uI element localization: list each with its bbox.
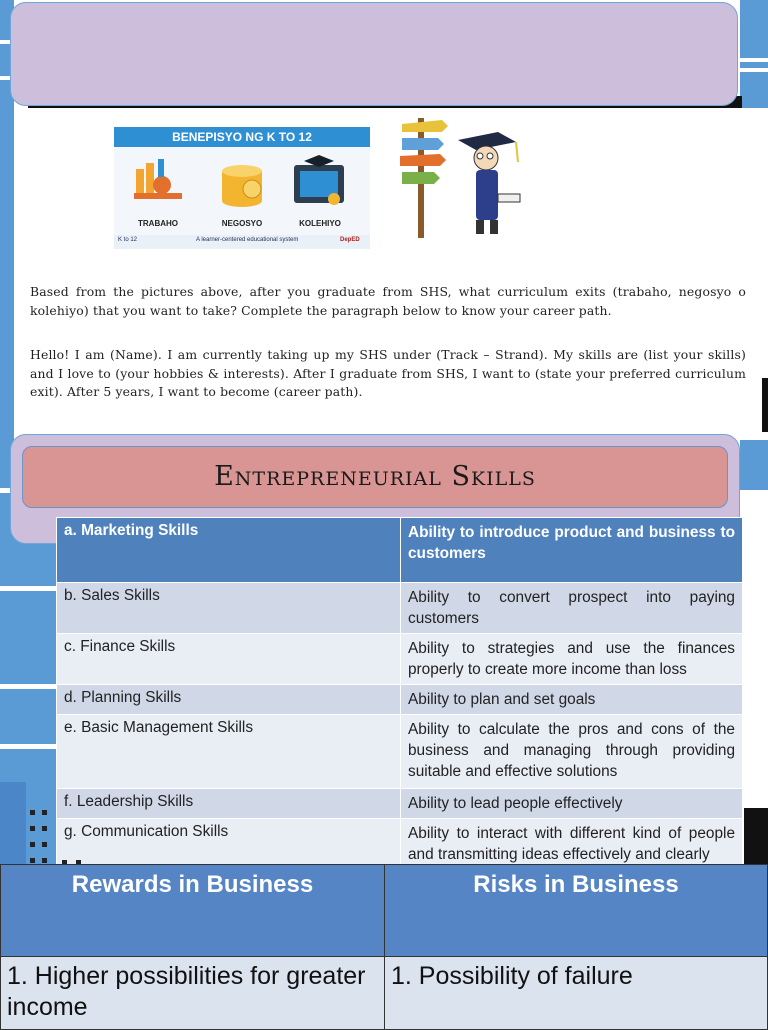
side-mark — [762, 378, 768, 432]
table-cell-desc: Ability to plan and set goals — [401, 685, 743, 715]
deped-logo: DepED — [340, 237, 360, 243]
table-row — [57, 819, 743, 870]
decor-dot — [42, 810, 47, 815]
k12-graphic-footer — [114, 235, 370, 249]
table-cell-skill: a. Marketing Skills — [57, 518, 401, 583]
risks-header: Risks in Business — [385, 865, 768, 957]
k12-label-trabaho: TRABAHO — [138, 219, 178, 228]
table-cell-skill: e. Basic Management Skills — [57, 715, 401, 789]
k12-footer-tagline: A learner-centered educational system — [196, 237, 299, 243]
graduate-signpost-cartoon — [398, 112, 536, 240]
side-strip-gap — [740, 58, 768, 62]
skills-title: Entrepreneurial Skills — [22, 446, 728, 508]
side-strip-right — [740, 0, 768, 108]
table-row — [57, 634, 743, 685]
table-cell-desc: Ability to calculate the pros and cons of the business and managing through providing suitable and effective solutions — [401, 715, 743, 789]
table-cell-desc: Ability to introduce product and business to customers — [401, 518, 743, 583]
side-strip-gap — [740, 68, 768, 72]
decor-dot — [30, 842, 35, 847]
tools-icon — [134, 159, 182, 199]
table-cell-skill: c. Finance Skills — [57, 634, 401, 685]
table-cell-skill: g. Communication Skills — [57, 819, 401, 870]
signpost-icon — [398, 112, 536, 240]
k12-benefits-graphic — [114, 127, 370, 249]
table-cell-desc: Ability to strategies and use the finances properly to create more income than loss — [401, 634, 743, 685]
table-row — [1, 957, 768, 1030]
table-cell-desc: Ability to lead people effectively — [401, 789, 743, 819]
table-header-row — [57, 518, 743, 583]
table-cell-desc: Ability to interact with different kind of people and transmitting ideas effectively and clearly — [401, 819, 743, 870]
rewards-risks-table — [0, 864, 768, 1030]
decor-dot — [30, 810, 35, 815]
decor-dot — [30, 858, 35, 863]
coins-icon — [222, 165, 262, 207]
career-path-template-paragraph: Hello! I am (Name). I am currently taking up my SHS under (Track – Strand). My skills are (list your skills) and I love to (your hobbies & interests). After I graduate from SHS, I want to (state your preferred curriculum exit). After 5 years, I want to become (career path). — [30, 347, 746, 399]
table-row — [57, 789, 743, 819]
side-strip-right — [740, 440, 768, 490]
decor-dot — [42, 826, 47, 831]
slide-edge — [0, 782, 26, 866]
career-question-paragraph: Based from the pictures above, after you graduate from SHS, what curriculum exits (trabaho, negosyo o kolehiyo) that you want to take? Complete the paragraph below to know your career path. — [30, 284, 746, 318]
entrepreneurial-skills-table — [56, 517, 743, 870]
side-strip-gap — [0, 744, 56, 749]
k12-label-kolehiyo: KOLEHIYO — [299, 219, 341, 228]
table-header-row — [1, 865, 768, 957]
top-title-banner — [10, 2, 738, 106]
decor-dot — [42, 858, 47, 863]
table-row — [57, 715, 743, 789]
decor-dot — [42, 842, 47, 847]
table-row — [57, 583, 743, 634]
rewards-header: Rewards in Business — [1, 865, 385, 957]
decor-dot — [30, 826, 35, 831]
table-cell-skill: d. Planning Skills — [57, 685, 401, 715]
table-cell-desc: Ability to convert prospect into paying customers — [401, 583, 743, 634]
graduation-icon — [294, 155, 344, 205]
k12-label-negosyo: NEGOSYO — [221, 219, 263, 228]
risk-item: 1. Possibility of failure — [385, 957, 768, 1030]
k12-graphic-header: BENEPISYO NG K TO 12 — [114, 127, 370, 147]
side-strip-gap — [0, 586, 56, 591]
reward-item: 1. Higher possibilities for greater income — [1, 957, 385, 1030]
career-icons — [114, 149, 370, 219]
table-cell-skill: b. Sales Skills — [57, 583, 401, 634]
table-cell-skill: f. Leadership Skills — [57, 789, 401, 819]
table-row — [57, 685, 743, 715]
side-strip-gap — [0, 684, 56, 689]
k12-footer-logo: K to 12 — [118, 237, 138, 243]
side-strip-right-dark — [744, 808, 768, 864]
